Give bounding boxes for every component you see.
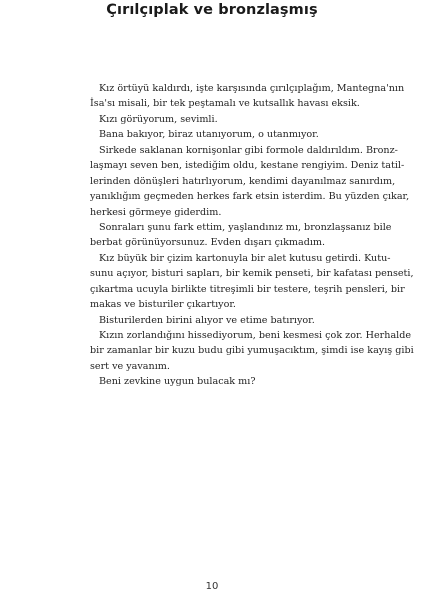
text-line: Beni zevkine uygun bulacak mı? [99,376,256,388]
text-line: Bana bakıyor, biraz utanıyorum, o utanmıyor. [99,129,319,141]
paragraph [90,251,414,313]
paragraph [90,143,410,220]
text-line: Kızın zorlandığını hissediyorum, beni kesmesi çok zor. Herhalde [99,330,412,341]
paragraph [90,313,380,328]
text-line: bir zamanlar bir kuzu budu gibi yumuşacıktım, şimdi ise kayış gibi [90,345,414,357]
text-line: Sonraları şunu fark ettim, yaşlandınız mı, bronzlaşsanız bile [99,221,392,233]
text-line: sunu açıyor, bisturi sapları, bir kemik penseti, bir kafatası penseti, [90,268,414,280]
text-line: berbat görünüyorsunuz. Evden dışarı çıkmadım. [90,237,326,249]
paragraph [90,328,414,374]
paragraph [90,81,405,112]
text-line: Sirkede saklanan kornişonlar gibi formole daldırıldım. Bronz- [99,144,398,156]
text-line: lerinden dönüşleri hatırlıyorum, kendimi dayanılmaz sanırdım, [90,175,396,187]
text-line: sert ve yavanım. [90,360,170,372]
page-number: 10 [205,581,219,592]
text-line: makas ve bisturiler çıkartıyor. [90,299,236,311]
body-text [90,81,414,390]
text-line: çıkartma ucuyla birlikte titreşimli bir testere, teşrih pensleri, bir [90,283,405,295]
text-line: Kız örtüyü kaldırdı, işte karşısında çırılçıplağım, Mantegna'nın [99,83,405,94]
text-line: Kız büyük bir çizim kartonuyla bir alet kutusu getirdi. Kutu- [99,252,391,264]
text-line: yanıklığım geçmeden herkes fark etsin isterdim. Bu yüzden çıkar, [90,191,410,203]
text-line: İsa'sı misali, bir tek peştamalı ve kutsallık havası eksik. [90,98,360,110]
paragraph [90,112,380,127]
paragraph [90,374,380,389]
text-line: Kızı görüyorum, sevimli. [99,113,218,125]
chapter-title: Çırılçıplak ve bronzlaşmış [106,2,318,18]
text-line: herkesi görmeye giderdim. [90,206,222,218]
paragraph [90,220,392,251]
text-line: laşmayı seven ben, istediğim oldu, kestane rengiyim. Deniz tatil- [90,160,405,172]
text-line: Bisturilerden birini alıyor ve etime batırıyor. [99,314,315,326]
paragraph [90,127,380,142]
